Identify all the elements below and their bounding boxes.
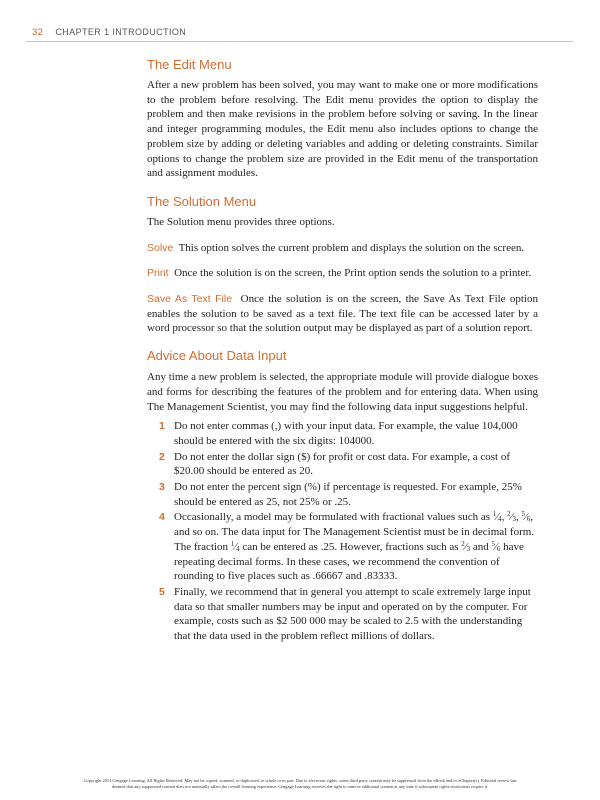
fraction: $^2⁄_3$ [461, 539, 471, 553]
print-term: Print [147, 267, 169, 280]
solve-term: Solve [147, 241, 174, 254]
list-text: Do not enter the percent sign (%) if percentage is requested. For example, 25% should be entered as 25, not 25% or .25. [174, 481, 522, 508]
print-description: Once the solution is on the screen, the Print option sends the solution to a printer. [174, 267, 532, 280]
list-text-c: can be entered as .25. However, fractions such as [242, 540, 459, 553]
list-item: 4 Occasionally, a model may be formulated with fractional values such as $^1⁄_4$, $^2⁄_3$, $^5⁄_6$, and so on. The data input for The Management Scientist must be in decimal form. The fraction $^1⁄_4$ can be entered as .25. However, fractions such as $^2⁄_3$ and $^5⁄_6$ have repeating decimal forms. In these cases, we recommend the convention of rounding to five places such as .66667 and .83333. [159, 510, 535, 583]
fraction: $^1⁄_4$ [492, 510, 502, 524]
solution-menu-heading: The Solution Menu [147, 193, 257, 209]
advice-list [147, 419, 538, 644]
solution-menu-intro: The Solution menu provides three options. [147, 215, 335, 228]
edit-menu-heading: The Edit Menu [147, 57, 232, 72]
page-number: 32 [32, 26, 44, 38]
solve-description: This option solves the current problem and displays the solution on the screen. [178, 241, 525, 254]
advice-intro: Any time a new problem is selected, the appropriate module will provide dialogue boxes and forms for describing the features of the problem and for entering data. When using The Management Scientist, you may find the following data input suggestions helpful. [147, 371, 538, 413]
list-number: 3 [159, 481, 165, 494]
list-text-e: have repeating decimal forms. In these cases, we recommend the convention of rounding to five places such as .66667 and .83333. [174, 540, 524, 583]
chapter-title: CHAPTER 1 INTRODUCTION [55, 27, 187, 37]
list-item [147, 450, 538, 479]
save-as-text-term: Save As Text File [147, 293, 233, 306]
advice-heading: Advice About Data Input [147, 348, 287, 364]
list-number: 2 [159, 450, 165, 463]
list-item [147, 585, 538, 644]
save-as-text-option [147, 292, 538, 336]
copyright-line-2: deemed that any suppressed content does not materially affect the overall learning experience. Cengage Learning reserves the right to remove additional content at any time if subsequent rights restrictions require it. [111, 784, 489, 790]
save-as-text-description: Once the solution is on the screen, the Save As Text File option enables the solution to be saved as a text file. The text file can be accessed later by a word processor so that the solution output may be displayed as part of a solution report. [147, 293, 538, 335]
list-text-d: and [472, 540, 489, 553]
fraction: $^1⁄_4$ [230, 539, 240, 553]
list-number: 4 [159, 511, 165, 524]
main-column [147, 50, 538, 644]
list-number: 1 [159, 420, 165, 433]
fraction: $^5⁄_6$ [521, 510, 531, 524]
copyright-line-1: Copyright 2014 Cengage Learning. All Rights Reserved. May not be copied, scanned, or duplicated, in whole or in part. Due to electronic rights, some third party content may be suppressed from the eBook and/or eChapter(s). Editorial review has [83, 778, 517, 783]
list-item [147, 480, 538, 509]
list-text-a: Occasionally, a model may be formulated with fractional values such as [174, 511, 491, 524]
header-rule [26, 41, 573, 42]
list-item [147, 419, 538, 448]
edit-menu-paragraph: After a new problem has been solved, you may want to make one or more modifications to the problem before resolving. The Edit menu provides the option to display the problem and then make revisions in the problem before solving or saving. In the linear and integer programming modules, the Edit menu also includes options to change the problem size by adding or deleting variables and adding or deleting constraints. Similar options to change the problem size are provided in the Edit menu of the transportation and assignment modules. [147, 79, 538, 180]
fraction: $^5⁄_6$ [491, 539, 501, 553]
print-option [147, 266, 538, 281]
list-text: Finally, we recommend that in general you attempt to scale extremely large input data so that smaller numbers may be input and operated on by the computer. For example, costs such as $2 500 000 may be scaled to 2.5 with the understanding that the data used in the problem reflect millions of dollars. [174, 585, 531, 643]
list-text: Do not enter commas (,) with your input data. For example, the value 104,000 should be entered with the six digits: 104000. [174, 420, 518, 447]
copyright-footer [30, 778, 570, 791]
running-head [32, 25, 186, 39]
list-text: Do not enter the dollar sign ($) for profit or cost data. For example, a cost of $20.00 should be entered as 20. [174, 450, 511, 478]
list-text-b: , and so on. The data input for The Management Scientist must be in decimal form. The fraction [174, 511, 535, 553]
list-number: 5 [159, 585, 165, 598]
solve-option [147, 241, 538, 256]
fraction: $^2⁄_3$ [507, 510, 516, 524]
